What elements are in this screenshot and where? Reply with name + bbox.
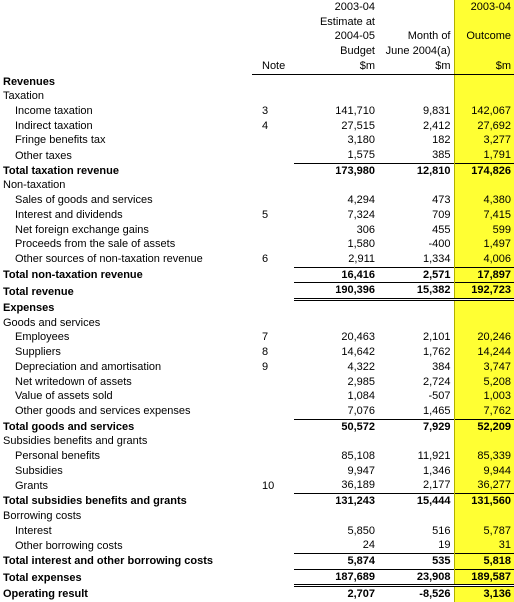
row-note	[252, 494, 294, 509]
row-month-value: 2,412	[422, 119, 451, 132]
row-estimate-value: 2,911	[348, 252, 375, 265]
estimate-header-line: Estimate at	[319, 15, 375, 28]
row-outcome-value	[454, 74, 514, 89]
row-note	[252, 133, 294, 148]
row-month-value: 709	[432, 208, 451, 221]
row-label: Other borrowing costs	[15, 539, 123, 552]
table-row	[0, 434, 514, 449]
row-month-value: 182	[432, 134, 451, 147]
row-outcome-value: 7,415	[454, 208, 514, 223]
table-row	[0, 464, 514, 479]
row-estimate-value: 4,294	[347, 194, 375, 207]
row-outcome-value: 3,277	[454, 133, 514, 148]
row-outcome-value: 192,723	[454, 283, 514, 300]
row-month-value	[378, 316, 454, 331]
row-note	[252, 223, 294, 238]
row-month-value: 2,724	[422, 375, 451, 388]
row-note	[252, 267, 294, 283]
row-estimate-value: 16,416	[294, 267, 378, 283]
table-row	[0, 586, 514, 602]
row-month-value: -507	[428, 390, 451, 403]
row-outcome-value	[454, 300, 514, 316]
row-outcome-value: 4,006	[454, 252, 514, 267]
row-note	[252, 404, 294, 419]
table-row	[0, 119, 514, 134]
row-label: Net foreign exchange gains	[15, 223, 149, 236]
row-outcome-value: 17,897	[454, 267, 514, 283]
row-month-value: 384	[432, 360, 451, 373]
row-note	[252, 283, 294, 300]
row-label: Depreciation and amortisation	[15, 360, 162, 373]
row-note	[252, 178, 294, 193]
row-label: Total interest and other borrowing costs	[3, 555, 214, 568]
row-note	[252, 464, 294, 479]
row-estimate-value: 3,180	[347, 134, 375, 147]
row-estimate-value	[294, 178, 378, 193]
row-estimate-value: 24	[362, 539, 375, 552]
row-label: Expenses	[3, 302, 55, 315]
outcome-header-line: 2003-04	[454, 0, 514, 15]
row-estimate-value: 5,850	[347, 524, 375, 537]
row-note: 9	[262, 360, 269, 373]
table-row	[0, 404, 514, 419]
row-estimate-value	[294, 300, 378, 316]
estimate-header-line: 2004-05	[334, 30, 375, 43]
row-outcome-value: 131,560	[454, 494, 514, 509]
estimate-header-line: Budget	[340, 45, 375, 58]
row-estimate-value: 187,689	[294, 569, 378, 586]
row-month-value: 15,444	[378, 494, 454, 509]
row-label: Fringe benefits tax	[15, 134, 106, 147]
row-estimate-value	[294, 89, 378, 104]
outcome-header-line: Outcome	[454, 29, 514, 44]
row-estimate-value: 5,874	[294, 553, 378, 569]
row-estimate-value: 36,189	[341, 479, 375, 492]
row-note	[252, 569, 294, 586]
row-note	[252, 237, 294, 252]
row-outcome-value: 52,209	[454, 419, 514, 434]
row-label: Total non-taxation revenue	[3, 269, 143, 282]
row-outcome-value: 31	[454, 538, 514, 553]
row-outcome-value: 14,244	[454, 345, 514, 360]
table-row	[0, 569, 514, 586]
table-row	[0, 237, 514, 252]
row-outcome-value: 7,762	[454, 404, 514, 419]
row-outcome-value: 1,791	[454, 148, 514, 163]
row-note	[252, 538, 294, 553]
row-label: Non-taxation	[3, 179, 66, 192]
row-outcome-value: 174,826	[454, 163, 514, 178]
row-month-value	[378, 74, 454, 89]
row-label: Suppliers	[15, 346, 61, 359]
row-outcome-value: 4,380	[454, 193, 514, 208]
row-month-value: 455	[432, 223, 451, 236]
row-outcome-value	[454, 434, 514, 449]
estimate-header-line: 2003-04	[334, 1, 375, 13]
table-row	[0, 360, 514, 375]
table-row	[0, 300, 514, 316]
row-outcome-value: 3,136	[454, 586, 514, 602]
row-label: Goods and services	[3, 316, 101, 329]
row-label: Revenues	[3, 75, 55, 88]
row-note	[252, 300, 294, 316]
row-label: Sales of goods and services	[15, 194, 153, 207]
row-estimate-value: 1,575	[347, 149, 375, 162]
table-row	[0, 89, 514, 104]
row-outcome-value	[454, 178, 514, 193]
row-note: 3	[262, 104, 269, 117]
table-row	[0, 553, 514, 569]
row-outcome-value: 27,692	[454, 119, 514, 134]
row-month-value: 385	[432, 149, 451, 162]
row-note	[252, 553, 294, 569]
outcome-header-unit: $m	[454, 59, 514, 74]
row-outcome-value: 189,587	[454, 569, 514, 586]
row-note	[252, 74, 294, 89]
row-outcome-value: 142,067	[454, 104, 514, 119]
row-label: Operating result	[3, 588, 88, 601]
row-label: Net writedown of assets	[15, 375, 132, 388]
table-row	[0, 375, 514, 390]
row-label: Other goods and services expenses	[15, 405, 191, 418]
row-estimate-value: 7,076	[347, 404, 375, 417]
table-row	[0, 316, 514, 331]
table-row	[0, 133, 514, 148]
row-month-value: -400	[428, 238, 451, 251]
table-row	[0, 193, 514, 208]
row-label: Proceeds from the sale of assets	[15, 238, 176, 251]
row-estimate-value: 4,322	[347, 360, 375, 373]
row-label: Employees	[15, 331, 70, 344]
row-outcome-value: 1,003	[454, 389, 514, 404]
row-estimate-value: 50,572	[294, 419, 378, 434]
row-month-value: 15,382	[378, 283, 454, 300]
row-month-value: 516	[432, 524, 451, 537]
row-estimate-value: 20,463	[341, 331, 375, 344]
row-outcome-value: 5,208	[454, 375, 514, 390]
row-outcome-value: 5,818	[454, 553, 514, 569]
row-label: Taxation	[3, 90, 44, 103]
table-row	[0, 449, 514, 464]
row-month-value	[378, 434, 454, 449]
month-header-line: June 2004(a)	[385, 45, 451, 58]
row-estimate-value: 1,580	[347, 238, 375, 251]
row-estimate-value: 173,980	[294, 163, 378, 178]
row-estimate-value: 141,710	[335, 104, 375, 117]
row-month-value: 1,346	[422, 464, 451, 477]
row-month-value: 12,810	[378, 163, 454, 178]
row-outcome-value: 599	[454, 223, 514, 238]
row-note	[252, 89, 294, 104]
row-month-value: -8,526	[378, 586, 454, 602]
table-row	[0, 494, 514, 509]
row-label: Value of assets sold	[15, 390, 113, 403]
table-row	[0, 163, 514, 178]
table-row	[0, 283, 514, 300]
row-month-value	[378, 89, 454, 104]
note-header: Note	[252, 59, 294, 74]
row-note: 5	[262, 208, 269, 221]
table-row	[0, 538, 514, 553]
table-row	[0, 478, 514, 493]
row-note	[252, 434, 294, 449]
row-outcome-value: 1,497	[454, 237, 514, 252]
row-estimate-value: 306	[356, 223, 375, 236]
row-outcome-value	[454, 89, 514, 104]
row-outcome-value: 5,787	[454, 524, 514, 539]
row-estimate-value: 27,515	[341, 119, 375, 132]
row-month-value: 473	[432, 194, 451, 207]
row-note: 4	[262, 119, 269, 132]
row-month-value: 2,571	[378, 267, 454, 283]
row-note	[252, 316, 294, 331]
row-month-value: 1,334	[422, 252, 451, 265]
row-estimate-value	[294, 74, 378, 89]
row-estimate-value: 7,324	[347, 208, 375, 221]
month-header-unit: $m	[378, 59, 454, 74]
table-row	[0, 178, 514, 193]
table-row	[0, 330, 514, 345]
row-note	[252, 148, 294, 163]
row-label: Total taxation revenue	[3, 164, 119, 177]
row-month-value: 1,762	[422, 346, 451, 359]
table-header	[0, 0, 514, 74]
row-note: 6	[262, 253, 269, 266]
table-row	[0, 74, 514, 89]
row-outcome-value: 9,944	[454, 464, 514, 479]
table-row	[0, 419, 514, 434]
row-label: Other sources of non-taxation revenue	[15, 253, 203, 266]
table-row	[0, 148, 514, 163]
row-label: Total revenue	[3, 285, 74, 298]
row-estimate-value: 190,396	[294, 283, 378, 300]
row-label: Other taxes	[15, 149, 72, 162]
row-outcome-value: 3,747	[454, 360, 514, 375]
row-month-value	[378, 178, 454, 193]
row-label: Interest	[15, 524, 52, 537]
row-label: Total expenses	[3, 572, 82, 585]
row-estimate-value: 131,243	[294, 494, 378, 509]
table-row	[0, 389, 514, 404]
row-month-value	[378, 300, 454, 316]
month-header-line: Month of	[407, 30, 451, 43]
row-note	[252, 524, 294, 539]
row-note	[252, 375, 294, 390]
row-label: Total goods and services	[3, 420, 135, 433]
row-note	[252, 586, 294, 602]
row-month-value: 11,921	[417, 450, 451, 463]
row-estimate-value: 2,985	[347, 375, 375, 388]
row-estimate-value: 85,108	[341, 450, 375, 463]
row-note	[252, 449, 294, 464]
row-month-value: 19	[438, 539, 451, 552]
table-row	[0, 345, 514, 360]
row-label: Personal benefits	[15, 450, 100, 463]
row-month-value: 1,465	[422, 404, 451, 417]
row-note	[252, 163, 294, 178]
table-row	[0, 223, 514, 238]
row-label: Borrowing costs	[3, 509, 82, 522]
row-outcome-value: 85,339	[454, 449, 514, 464]
row-estimate-value	[294, 434, 378, 449]
table-row	[0, 104, 514, 119]
row-note	[252, 193, 294, 208]
row-note: 8	[262, 346, 269, 359]
row-note	[252, 419, 294, 434]
row-estimate-value	[294, 509, 378, 524]
row-label: Grants	[15, 479, 49, 492]
row-label: Total subsidies benefits and grants	[3, 495, 187, 508]
row-month-value: 9,831	[422, 104, 451, 117]
row-month-value	[378, 509, 454, 524]
row-month-value: 2,177	[422, 479, 451, 492]
table-body	[0, 74, 514, 602]
row-month-value: 535	[378, 553, 454, 569]
row-note	[252, 509, 294, 524]
row-month-value: 7,929	[378, 419, 454, 434]
row-note: 10	[262, 479, 275, 492]
row-estimate-value: 1,084	[347, 390, 375, 403]
row-outcome-value: 20,246	[454, 330, 514, 345]
row-outcome-value: 36,277	[454, 478, 514, 493]
row-estimate-value: 14,642	[341, 346, 375, 359]
row-month-value: 23,908	[378, 569, 454, 586]
table-row	[0, 509, 514, 524]
row-label: Interest and dividends	[15, 208, 123, 221]
row-outcome-value	[454, 509, 514, 524]
row-outcome-value	[454, 316, 514, 331]
row-label: Subsidies benefits and grants	[3, 435, 148, 448]
row-label: Subsidies	[15, 464, 63, 477]
estimate-header-unit: $m	[294, 59, 378, 74]
table-row	[0, 252, 514, 267]
row-label: Indirect taxation	[15, 119, 93, 132]
row-label: Income taxation	[15, 104, 93, 117]
table-row	[0, 208, 514, 223]
row-estimate-value	[294, 316, 378, 331]
table-row	[0, 524, 514, 539]
row-note	[252, 389, 294, 404]
row-note: 7	[262, 331, 269, 344]
row-estimate-value: 2,707	[294, 586, 378, 602]
row-month-value: 2,101	[422, 331, 451, 344]
row-estimate-value: 9,947	[347, 464, 375, 477]
table-row	[0, 267, 514, 283]
